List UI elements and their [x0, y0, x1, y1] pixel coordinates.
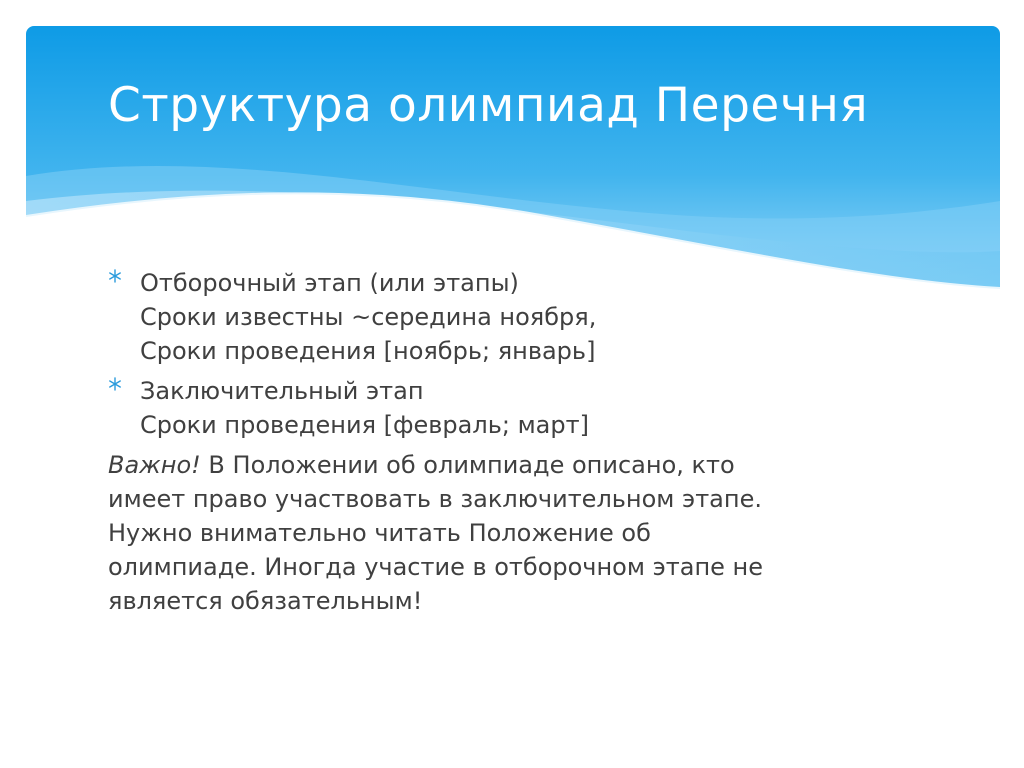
list-item	[108, 266, 908, 368]
asterisk-icon	[108, 377, 122, 391]
header-wave-graphic	[26, 26, 1000, 296]
note-line: Нужно внимательно читать Положение об	[108, 519, 651, 547]
note-line: является обязательным!	[108, 587, 423, 615]
asterisk-icon	[108, 269, 122, 283]
note-line: олимпиаде. Иногда участие в отборочном этапе не	[108, 553, 763, 581]
note-emphasis: Важно!	[108, 451, 201, 479]
bullet-line: Сроки проведения [февраль; март]	[140, 411, 589, 439]
header-banner	[26, 26, 1000, 296]
bullet-line: Сроки проведения [ноябрь; январь]	[140, 337, 596, 365]
slide-content	[108, 266, 908, 618]
bullet-line: Сроки известны ~середина ноября,	[140, 303, 597, 331]
bullet-line: Заключительный этап	[140, 377, 424, 405]
note-line: имеет право участвовать в заключительном этапе.	[108, 485, 762, 513]
important-note	[108, 448, 908, 618]
list-item	[108, 374, 908, 442]
bullet-line: Отборочный этап (или этапы)	[140, 269, 519, 297]
page-title: Структура олимпиад Перечня	[108, 78, 869, 133]
note-line: В Положении об олимпиаде описано, кто	[200, 451, 735, 479]
